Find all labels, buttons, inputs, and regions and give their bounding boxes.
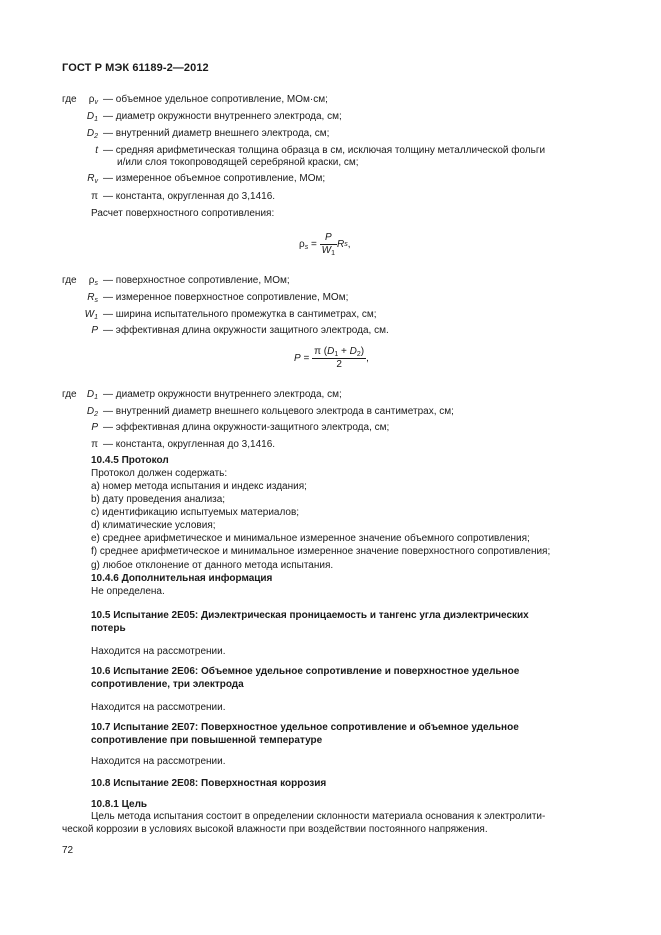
- definition-rho-s: — поверхностное сопротивление, МОм;: [103, 275, 290, 286]
- document-header: ГОСТ Р МЭК 61189-2—2012: [62, 62, 209, 74]
- symbol-w1: $W_1$: [84, 309, 98, 321]
- formula-surface-resistivity: $\rho_s$ = $\frac{P}{W_1}$ R s ,: [299, 232, 351, 257]
- section-10-4-5-intro: Протокол должен содержать:: [91, 468, 228, 479]
- list-item: c) идентификацию испытуемых материалов;: [91, 507, 300, 518]
- definition-p: — эффективная длина окружности защитного электрода, см.: [103, 325, 389, 336]
- section-10-5-title-cont: потерь: [91, 623, 126, 634]
- symbol-r-s: $R_s$: [87, 292, 98, 304]
- section-10-4-6-text: Не определена.: [91, 586, 165, 597]
- section-10-5-title: 10.5 Испытание 2Е05: Диэлектрическая проницаемость и тангенс угла диэлектрических: [91, 610, 529, 621]
- section-10-5-text: Находится на рассмотрении.: [91, 646, 226, 657]
- formula1-fraction: $\frac{P}{W_1}$: [321, 232, 335, 257]
- section-10-8-1-title: 10.8.1 Цель: [91, 799, 148, 810]
- definition-d1: — диаметр окружности внутреннего электрода, см;: [103, 111, 342, 122]
- formula2-fraction: $\frac{\pi (D_1 + D_2)}{2}$: [314, 346, 365, 370]
- section-10-7-text: Находится на рассмотрении.: [91, 756, 226, 767]
- formula-effective-length: P = $\frac{\pi (D_1 + D_2)}{2}$ ,: [294, 346, 369, 370]
- list-item: f) среднее арифметическое и минимальное измеренное значение поверхностного сопротивления;: [91, 546, 551, 557]
- definition-d2: — внутренний диаметр внешнего электрода, см;: [103, 128, 330, 139]
- definition-t-cont: и/или слоя токопроводящей серебряной краски, см;: [117, 157, 359, 168]
- symbol-d1-b: $D_1$: [86, 389, 98, 401]
- list-item: b) дату проведения анализа;: [91, 494, 226, 505]
- list-item: g) любое отклонение от данного метода испытания.: [91, 560, 334, 571]
- section-10-6-text: Находится на рассмотрении.: [91, 702, 226, 713]
- where-label-2: где: [62, 275, 77, 286]
- definition-r-s: — измеренное поверхностное сопротивление, МОм;: [103, 292, 349, 303]
- formula1-lhs: $\rho_s$: [299, 239, 309, 251]
- list-item: a) номер метода испытания и индекс издания;: [91, 481, 307, 492]
- definition-pi-b: — константа, округленная до 3,1416.: [103, 439, 276, 450]
- section-10-8-1-line1: Цель метода испытания состоит в определении склонности материала основания к электролити-: [91, 811, 546, 822]
- section-10-8-1-line2: ческой коррозии в условиях высокой влажности при воздействии постоянного напряжения.: [62, 824, 488, 835]
- symbol-r-v: $R_v$: [87, 173, 98, 185]
- symbol-d2-b: $D_2$: [86, 406, 98, 418]
- section-10-8-title: 10.8 Испытание 2Е08: Поверхностная коррозия: [91, 778, 327, 789]
- definition-d2-b: — внутренний диаметр внешнего кольцевого электрода в сантиметрах, см;: [103, 406, 454, 417]
- symbol-t: t: [95, 145, 98, 156]
- symbol-p: P: [91, 325, 98, 336]
- definition-t: — средняя арифметическая толщина образца в см, исключая толщину металлической фольги: [103, 145, 546, 156]
- where-label-3: где: [62, 389, 77, 400]
- symbol-d1: $D_1$: [86, 111, 98, 123]
- symbol-pi-b: π: [91, 439, 98, 450]
- surface-calc-intro: Расчет поверхностного сопротивления:: [91, 208, 275, 219]
- section-10-6-title: 10.6 Испытание 2Е06: Объемное удельное сопротивление и поверхностное удельное: [91, 666, 520, 677]
- section-10-4-5-title: 10.4.5 Протокол: [91, 455, 169, 466]
- list-item: d) климатические условия;: [91, 520, 216, 531]
- definition-p-b: — эффективная длина окружности-защитного электрода, см;: [103, 422, 390, 433]
- section-10-4-6-title: 10.4.6 Дополнительная информация: [91, 573, 273, 584]
- definition-w1: — ширина испытательного промежутка в сантиметрах, см;: [103, 309, 377, 320]
- section-10-7-title-cont: сопротивление при повышенной температуре: [91, 735, 323, 746]
- definition-d1-b: — диаметр окружности внутреннего электрода, см;: [103, 389, 342, 400]
- where-label-1: где: [62, 94, 77, 105]
- section-10-7-title: 10.7 Испытание 2Е07: Поверхностное удельное сопротивление и объемное удельное: [91, 722, 519, 733]
- symbol-pi: π: [91, 191, 98, 202]
- symbol-rho-v: $\rho_v$: [88, 94, 98, 106]
- definition-pi: — константа, округленная до 3,1416.: [103, 191, 276, 202]
- list-item: e) среднее арифметическое и минимальное измеренное значение объемного сопротивления;: [91, 533, 530, 544]
- page-number: 72: [62, 845, 74, 856]
- symbol-p-b: P: [91, 422, 98, 433]
- definition-rho-v: — объемное удельное сопротивление, МОм·см;: [103, 94, 328, 105]
- section-10-6-title-cont: сопротивление, три электрода: [91, 679, 244, 690]
- symbol-rho-s: $\rho_s$: [88, 275, 98, 287]
- symbol-d2: $D_2$: [86, 128, 98, 140]
- definition-r-v: — измеренное объемное сопротивление, МОм;: [103, 173, 326, 184]
